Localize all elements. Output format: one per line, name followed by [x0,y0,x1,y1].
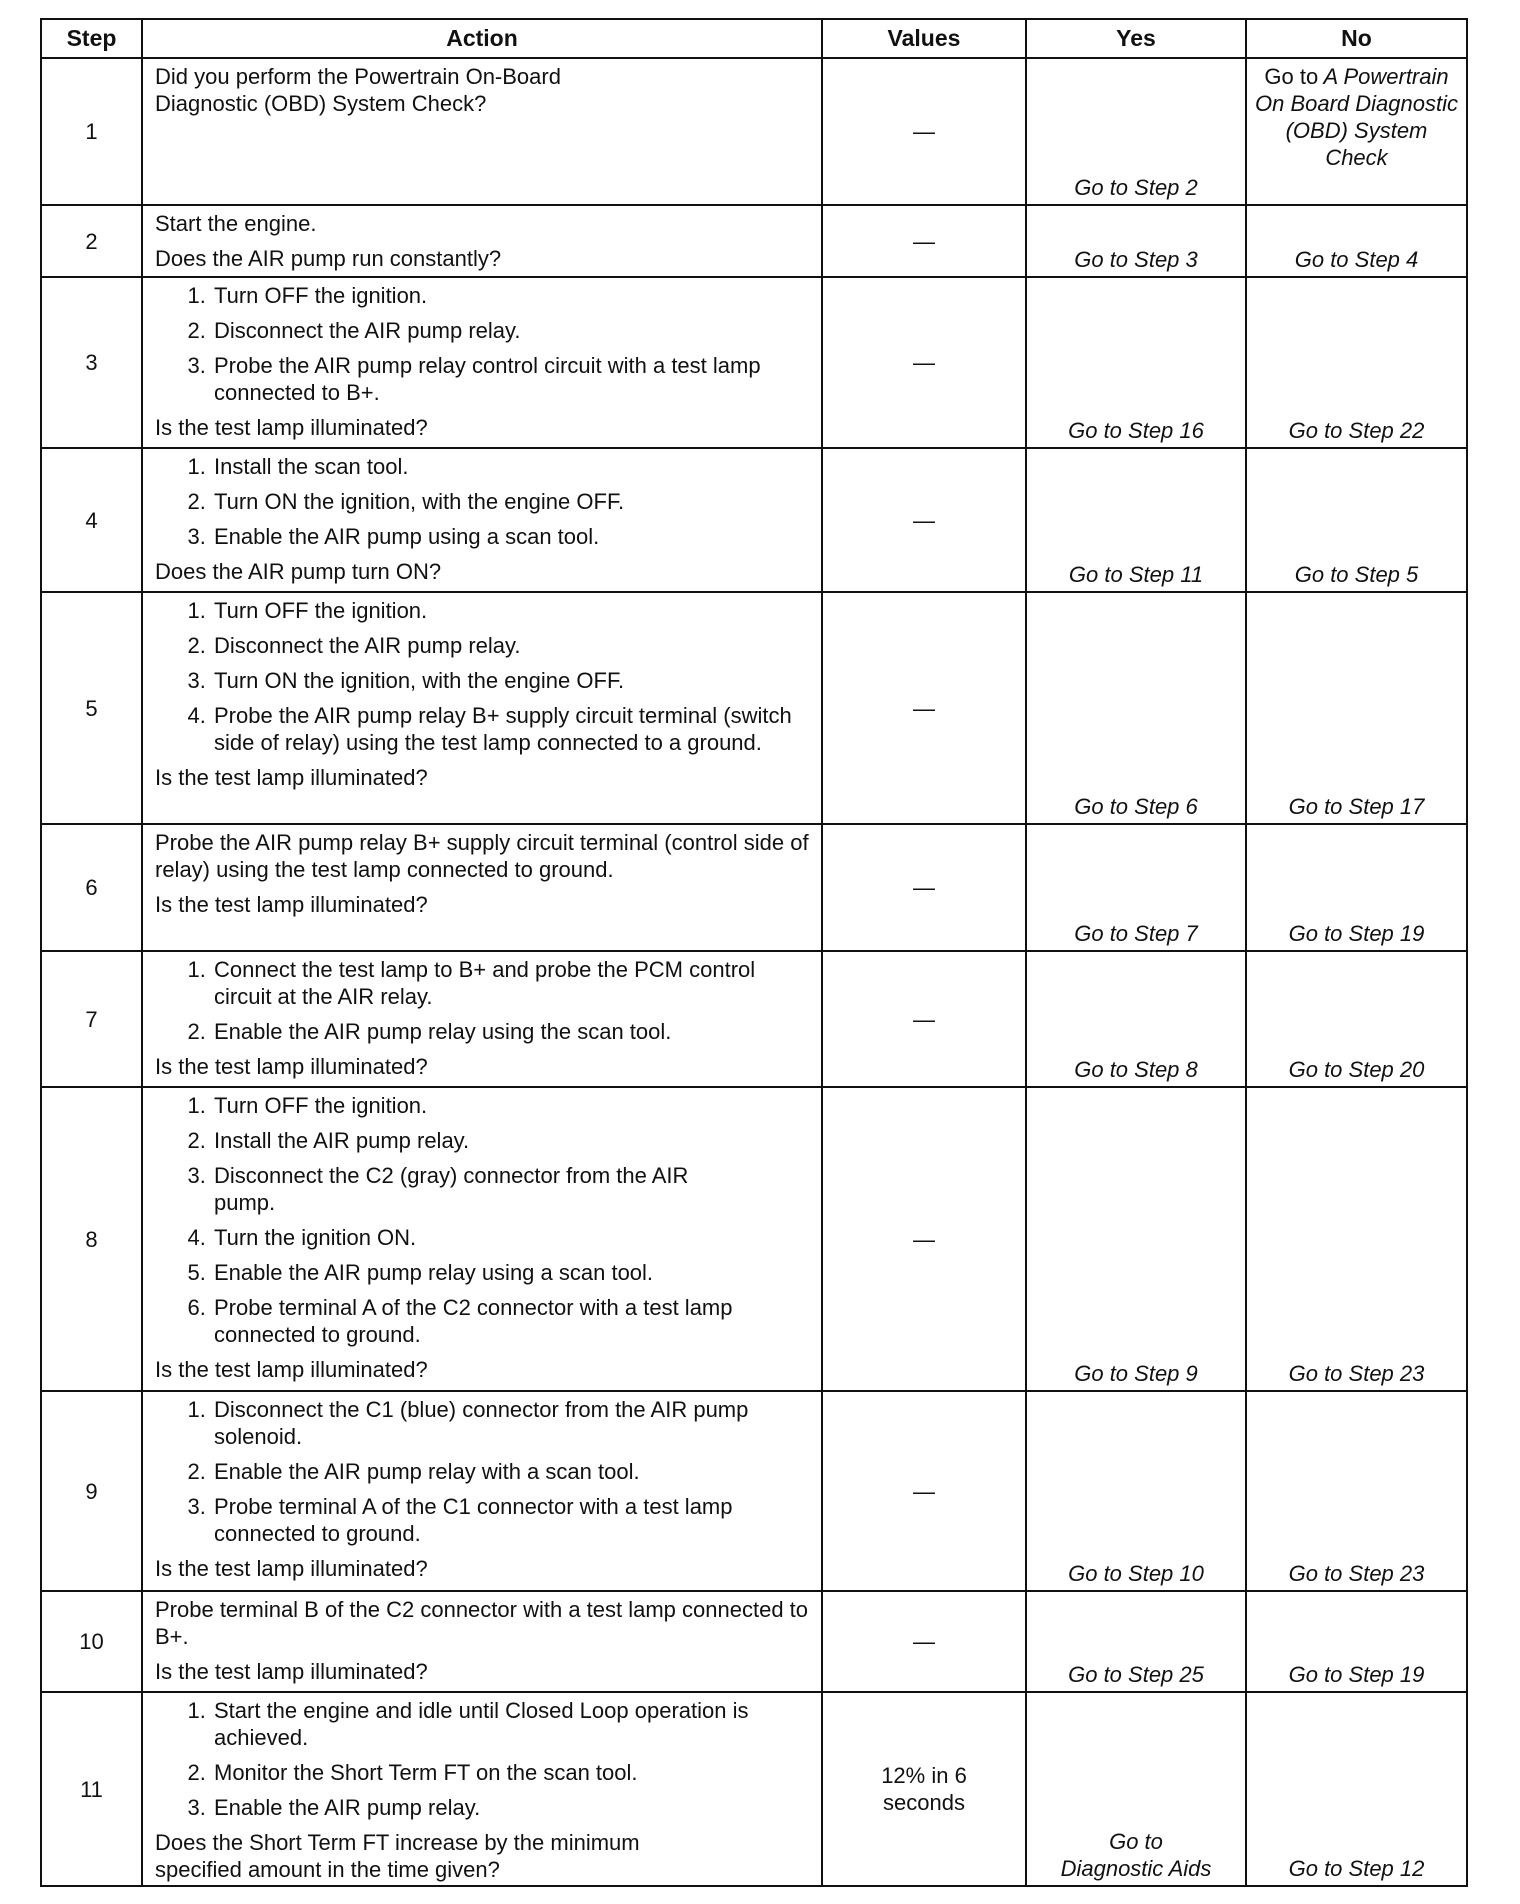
action-question: Is the test lamp illuminated? [155,1357,428,1382]
value-cell: 12% in 6 seconds [822,1692,1026,1886]
step-number: 4 [41,448,142,592]
header-values: Values [822,19,1026,58]
list-item: 2. Install the AIR pump relay. [212,1127,811,1154]
value-cell: — [822,1087,1026,1391]
action-steps [155,282,811,406]
list-item: 3. Enable the AIR pump using a scan tool. [212,523,811,550]
table-row [41,1692,1467,1886]
action-steps [155,1396,811,1547]
action-question: Is the test lamp illuminated? [155,765,428,790]
no-cell: Go to Step 20 [1246,951,1467,1087]
yes-cell: Go to Step 10 [1026,1391,1246,1591]
table-row [41,205,1467,277]
value-cell: — [822,592,1026,824]
list-item: 3. Disconnect the C2 (gray) connector from the AIR pump. [212,1162,811,1216]
action-cell [142,951,822,1087]
table-row [41,448,1467,592]
list-item: 3. Enable the AIR pump relay. [212,1794,811,1821]
table-row [41,824,1467,951]
yes-cell: Go to Step 8 [1026,951,1246,1087]
action-text: Did you perform the Powertrain On-Board Diagnostic (OBD) System Check? [155,64,561,116]
no-cell [1246,58,1467,205]
action-question: Is the test lamp illuminated? [155,1556,428,1581]
header-action: Action [142,19,822,58]
action-cell [142,592,822,824]
step-number: 6 [41,824,142,951]
action-cell [142,277,822,448]
value-cell: — [822,58,1026,205]
action-steps [155,956,811,1045]
header-no: No [1246,19,1467,58]
action-cell [142,1391,822,1591]
step-number: 5 [41,592,142,824]
action-steps [155,453,811,550]
action-cell [142,1591,822,1692]
list-item: 2. Enable the AIR pump relay using the scan tool. [212,1018,811,1045]
step-number: 8 [41,1087,142,1391]
yes-cell: Go to Step 9 [1026,1087,1246,1391]
table-row [41,1391,1467,1591]
list-item: 1. Turn OFF the ignition. [212,1092,811,1119]
action-text: Probe terminal B of the C2 connector with a test lamp connected to B+. [155,1597,809,1649]
step-number: 2 [41,205,142,277]
list-item: 4. Probe the AIR pump relay B+ supply circuit terminal (switch side of relay) using the test lamp connected to a ground. [212,702,811,756]
action-question: Is the test lamp illuminated? [155,415,428,440]
no-cell: Go to Step 23 [1246,1391,1467,1591]
no-cell: Go to Step 4 [1246,205,1467,277]
action-cell [142,1692,822,1886]
action-question: Does the AIR pump run constantly? [155,246,502,271]
step-number: 3 [41,277,142,448]
action-cell [142,824,822,951]
yes-cell: Go to Step 16 [1026,277,1246,448]
value-cell: — [822,277,1026,448]
table-row [41,592,1467,824]
value-cell: — [822,1591,1026,1692]
list-item: 1. Connect the test lamp to B+ and probe the PCM control circuit at the AIR relay. [212,956,811,1010]
value-cell: — [822,824,1026,951]
list-item: 3. Turn ON the ignition, with the engine OFF. [212,667,811,694]
value-cell: — [822,951,1026,1087]
table-row [41,277,1467,448]
action-cell [142,1087,822,1391]
step-number: 10 [41,1591,142,1692]
list-item: 3. Probe terminal A of the C1 connector with a test lamp connected to ground. [212,1493,811,1547]
list-item: 1. Turn OFF the ignition. [212,282,811,309]
no-cell: Go to Step 23 [1246,1087,1467,1391]
no-cell: Go to Step 12 [1246,1692,1467,1886]
action-question: Is the test lamp illuminated? [155,892,428,917]
yes-cell: Go to Step 6 [1026,592,1246,824]
yes-cell: Go to Step 3 [1026,205,1246,277]
header-step: Step [41,19,142,58]
no-cell: Go to Step 17 [1246,592,1467,824]
yes-cell: Go to Diagnostic Aids [1026,1692,1246,1886]
action-question: Does the Short Term FT increase by the minimum specified amount in the time given? [155,1830,640,1882]
action-steps [155,597,811,756]
table-row [41,1591,1467,1692]
step-number: 1 [41,58,142,205]
yes-cell: Go to Step 25 [1026,1591,1246,1692]
list-item: 1. Start the engine and idle until Closed Loop operation is achieved. [212,1697,811,1751]
action-cell [142,205,822,277]
yes-cell: Go to Step 2 [1026,58,1246,205]
table-row [41,58,1467,205]
header-row [41,19,1467,58]
list-item: 1. Install the scan tool. [212,453,811,480]
value-cell: — [822,205,1026,277]
no-cell: Go to Step 19 [1246,1591,1467,1692]
value-cell: — [822,1391,1026,1591]
no-prefix: Go to [1264,64,1319,89]
action-text: Start the engine. [155,211,317,236]
action-question: Is the test lamp illuminated? [155,1054,428,1079]
list-item: 2. Monitor the Short Term FT on the scan tool. [212,1759,811,1786]
list-item: 2. Turn ON the ignition, with the engine OFF. [212,488,811,515]
list-item: 1. Disconnect the C1 (blue) connector from the AIR pump solenoid. [212,1396,811,1450]
action-question: Is the test lamp illuminated? [155,1659,428,1684]
table-row [41,1087,1467,1391]
action-steps [155,1092,811,1348]
list-item: 1. Turn OFF the ignition. [212,597,811,624]
step-number: 7 [41,951,142,1087]
list-item: 2. Disconnect the AIR pump relay. [212,632,811,659]
header-yes: Yes [1026,19,1246,58]
value-cell: — [822,448,1026,592]
action-cell [142,58,822,205]
no-cell: Go to Step 5 [1246,448,1467,592]
no-target: A Powertrain On Board Diagnostic (OBD) System Check [1255,64,1458,170]
list-item: 2. Disconnect the AIR pump relay. [212,317,811,344]
no-cell: Go to Step 22 [1246,277,1467,448]
list-item: 4. Turn the ignition ON. [212,1224,811,1251]
action-question: Does the AIR pump turn ON? [155,559,442,584]
step-number: 11 [41,1692,142,1886]
list-item: 3. Probe the AIR pump relay control circuit with a test lamp connected to B+. [212,352,811,406]
diagnostic-table [40,18,1468,1887]
yes-cell: Go to Step 11 [1026,448,1246,592]
step-number: 9 [41,1391,142,1591]
list-item: 2. Enable the AIR pump relay with a scan tool. [212,1458,811,1485]
action-cell [142,448,822,592]
action-text: Probe the AIR pump relay B+ supply circuit terminal (control side of relay) using the test lamp connected to ground. [155,830,809,882]
yes-cell: Go to Step 7 [1026,824,1246,951]
action-steps [155,1697,811,1821]
list-item: 6. Probe terminal A of the C2 connector with a test lamp connected to ground. [212,1294,811,1348]
list-item: 5. Enable the AIR pump relay using a scan tool. [212,1259,811,1286]
no-cell: Go to Step 19 [1246,824,1467,951]
table-row [41,951,1467,1087]
